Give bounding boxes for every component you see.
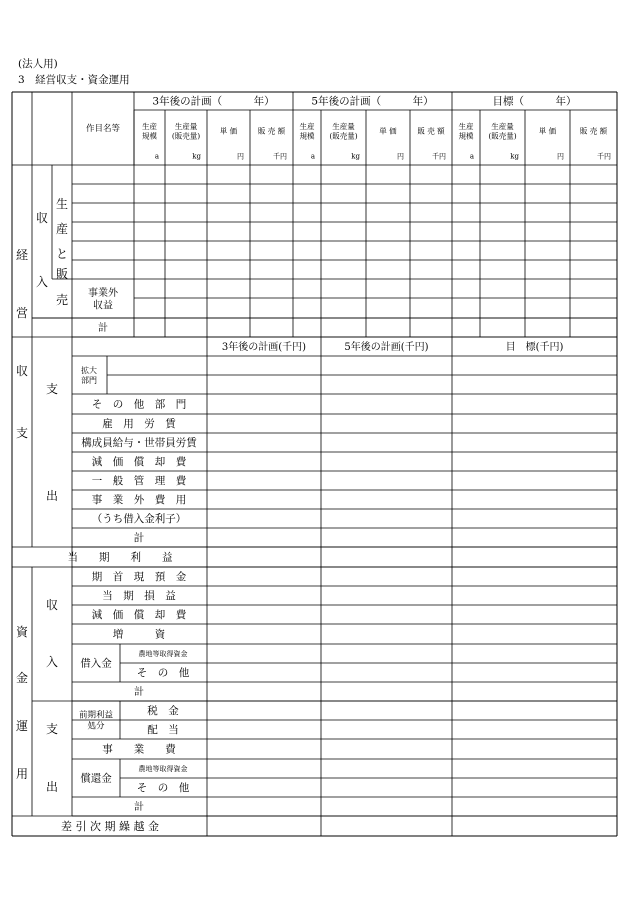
non-operating-income-label: 事業外収益 xyxy=(88,287,118,312)
tax-label: 税 金 xyxy=(147,705,179,718)
subcol-unit: kg xyxy=(351,152,360,161)
subcol-unit: 円 xyxy=(397,152,404,161)
production-label: 産 xyxy=(55,222,69,237)
fund-expense-label: 支 xyxy=(45,722,59,737)
production-label: と xyxy=(55,247,69,262)
subcol-unit: 千円 xyxy=(432,152,446,161)
group-title-1: 3年後の計画（ 年） xyxy=(152,95,275,108)
fund-income-label: 収 xyxy=(45,598,59,613)
management-balance-label: 支 xyxy=(15,426,29,441)
current-profit-loss-label: 当 期 損 益 xyxy=(102,590,176,603)
income-label: 入 xyxy=(35,275,49,290)
funds-operation-label: 用 xyxy=(15,767,29,782)
expense-item-label: 事 業 外 費 用 xyxy=(91,494,187,507)
farmland-fund-label: 農地等取得資金 xyxy=(138,764,188,773)
management-balance-label: 営 xyxy=(15,306,29,321)
farmland-fund-label: 農地等取得資金 xyxy=(138,649,188,658)
income-label: 収 xyxy=(35,211,49,226)
opening-deposit-label: 期 首 現 預 金 xyxy=(91,571,187,584)
fund-expense-total-label: 計 xyxy=(134,802,144,813)
production-label: 販 xyxy=(55,267,69,282)
subcol-label: 生産規模 xyxy=(142,121,157,141)
subcol-label: 生産量(販売量) xyxy=(329,121,358,141)
subcol-label: 販 売 額 xyxy=(417,126,445,136)
production-label: 売 xyxy=(55,293,69,308)
repayment-label: 償還金 xyxy=(80,772,112,785)
expense-item-label: （うち借入金利子） xyxy=(91,513,187,526)
subcol-unit: a xyxy=(469,152,474,161)
fund-income-label: 入 xyxy=(45,655,59,670)
profit-disposal-label: 前期利益処分 xyxy=(78,710,114,732)
subcol-label: 生産規模 xyxy=(458,121,474,141)
subcol-unit: a xyxy=(310,152,315,161)
carryover-label: 差 引 次 期 繰 越 金 xyxy=(61,819,159,833)
expense-label: 出 xyxy=(45,489,59,504)
subcol-unit: a xyxy=(154,152,159,161)
income-total-label: 計 xyxy=(98,323,108,334)
management-balance-label: 収 xyxy=(15,364,29,379)
expense-item-label: 減 価 償 却 費 xyxy=(91,456,187,469)
depreciation-label: 減 価 償 却 費 xyxy=(91,609,187,622)
subcol-unit: 円 xyxy=(237,152,244,161)
capital-increase-label: 増 資 xyxy=(112,628,166,641)
expense-item-label: 雇 用 労 賃 xyxy=(102,418,176,431)
funds-operation-label: 金 xyxy=(15,671,29,686)
subcol-label: 単 価 xyxy=(379,126,397,136)
other-label: そ の 他 xyxy=(136,667,190,680)
production-label: 生 xyxy=(55,197,69,212)
expense-label: 支 xyxy=(45,382,59,397)
corporate-label: (法人用) xyxy=(18,58,58,70)
fund-expense-label: 出 xyxy=(45,780,59,795)
subcol-unit: 円 xyxy=(557,152,564,161)
dividend-label: 配 当 xyxy=(147,724,179,737)
borrowing-label: 借入金 xyxy=(80,657,112,670)
expense-header-target: 目 標(千円) xyxy=(505,342,564,353)
expense-item-label: 構成員給与・世帯員労賃 xyxy=(81,437,197,450)
management-balance-label: 経 xyxy=(15,248,29,263)
subcol-label: 販 売 額 xyxy=(579,126,608,136)
subcol-label: 生産量(販売量) xyxy=(488,121,517,141)
expense-header-3y: 3年後の計画(千円) xyxy=(221,342,307,353)
expense-item-label: 計 xyxy=(133,532,145,545)
subcol-label: 単 価 xyxy=(219,126,238,136)
fund-income-total-label: 計 xyxy=(134,687,144,698)
subcol-unit: kg xyxy=(510,152,519,161)
funds-operation-label: 運 xyxy=(15,719,29,734)
subcol-unit: 千円 xyxy=(273,152,287,161)
current-profit-label: 当 期 利 益 xyxy=(67,551,173,564)
group-title-2: 5年後の計画（ 年） xyxy=(311,95,434,108)
other-label: そ の 他 xyxy=(136,782,190,795)
subcol-label: 生産量(販売量) xyxy=(171,121,201,141)
expansion-dept-label: 拡大部門 xyxy=(81,365,97,385)
crop-name-header: 作目名等 xyxy=(85,123,121,134)
expense-header-5y: 5年後の計画(千円) xyxy=(344,342,429,353)
funds-operation-label: 資 xyxy=(15,625,29,640)
group-title-3: 目標（ 年） xyxy=(492,95,577,108)
section-title: 3 経営収支・資金運用 xyxy=(18,74,130,86)
expense-item-label: そ の 他 部 門 xyxy=(91,398,187,411)
expense-item-label: 一 般 管 理 費 xyxy=(91,475,187,488)
subcol-unit: 千円 xyxy=(597,152,611,161)
subcol-label: 生産規模 xyxy=(299,121,315,141)
subcol-label: 販 売 額 xyxy=(257,126,286,136)
subcol-unit: kg xyxy=(192,152,201,161)
business-cost-label: 事 業 費 xyxy=(102,743,176,756)
subcol-label: 単 価 xyxy=(538,126,557,136)
